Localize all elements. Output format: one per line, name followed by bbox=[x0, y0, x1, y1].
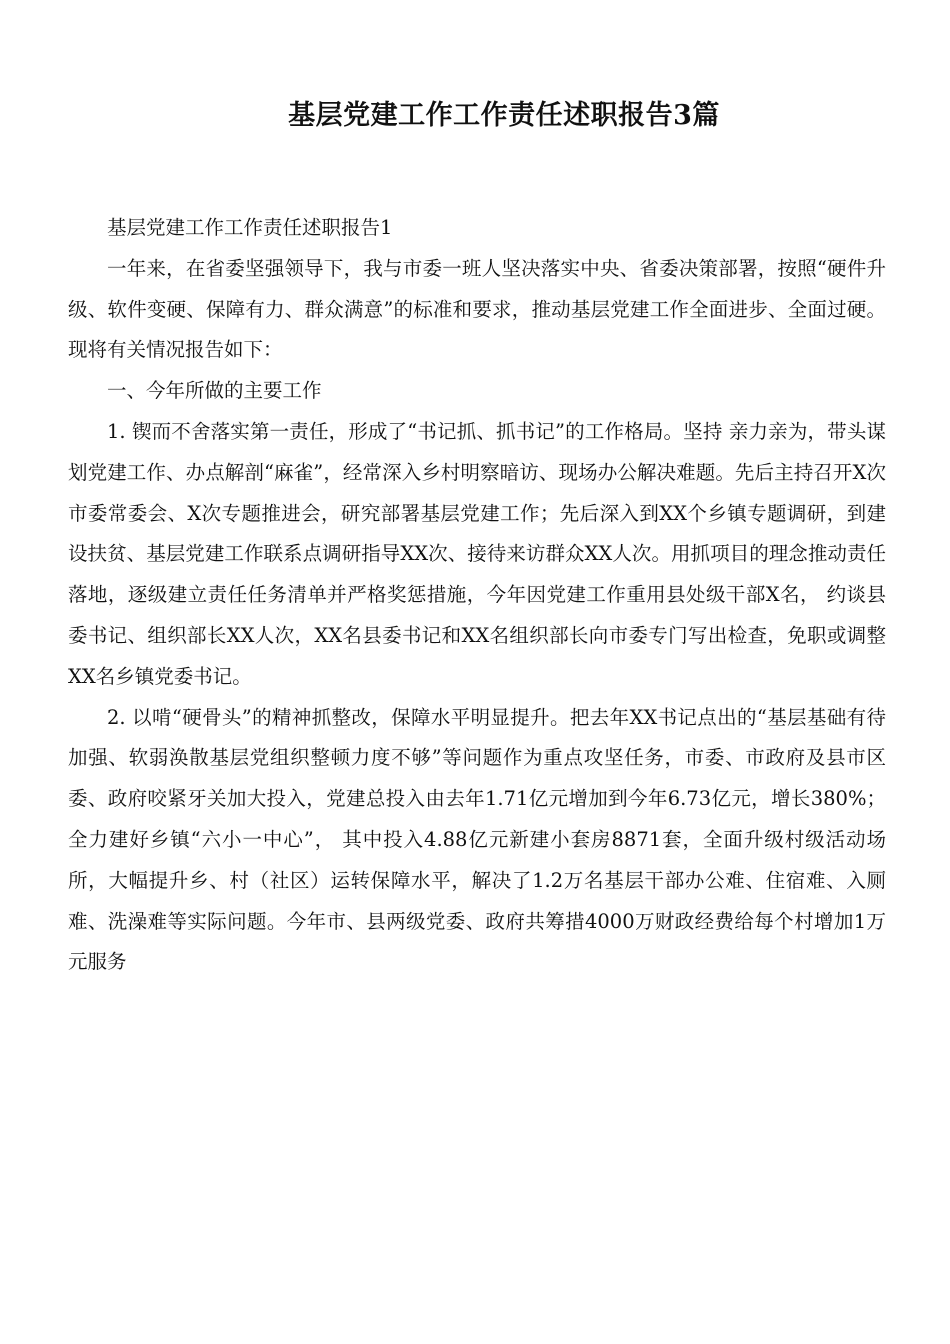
report-subtitle: 基层党建工作工作责任述职报告1 bbox=[107, 216, 393, 239]
section-heading: 一、今年所做的主要工作 bbox=[107, 379, 322, 403]
body-paragraph-1: 1. 锲而不舍落实第一责任，形成了“书记抓、抓书记”的工作格局。坚持 亲力亲为，带头谋划党建工作、办点解剖“麻雀”，经常深入乡村明察暗访、现场办公解决难题。先后主持召开X次市委常委会、X次专题推进会，研究部署基层党建工作；先后深入到XX个乡镇专题调研，到建设扶贫、基层党建工作联系点调研指导XX次、接待来访群众XX人次。用抓项目的理念推动责任落地，逐级建立责任任务清单并严格奖惩措施，今年因党建工作重用县处级干部X名， 约谈县委书记、组织部长XX人次，XX名县委书记和XX名组织部长向市委专门写出检查，免职或调整XX名乡镇党委书记。 bbox=[68, 419, 886, 688]
intro-paragraph: 一年来，在省委坚强领导下，我与市委一班人坚决落实中央、省委决策部署，按照“硬件升级、软件变硬、保障有力、群众满意”的标准和要求，推动基层党建工作全面进步、全面过硬。现将有关情况报告如下： bbox=[68, 256, 886, 362]
document-title: 基层党建工作工作责任述职报告3篇 bbox=[288, 100, 720, 131]
document-body bbox=[68, 208, 886, 983]
body-paragraph-2: 2. 以啃“硬骨头”的精神抓整改，保障水平明显提升。把去年XX书记点出的“基层基础有待加强、软弱涣散基层党组织整顿力度不够”等问题作为重点攻坚任务，市委、市政府及县市区委、政府咬紧牙关加大投入，党建总投入由去年1.71亿元增加到今年6.73亿元，增长380%；全力建好乡镇“六小一中心”， 其中投入4.88亿元新建小套房8871套，全面升级村级活动场所，大幅提升乡、村（社区）运转保障水平，解决了1.2万名基层干部办公难、住宿难、入厕难、洗澡难等实际问题。今年市、县两级党委、政府共筹措4000万财政经费给每个村增加1万元服务 bbox=[68, 705, 886, 974]
